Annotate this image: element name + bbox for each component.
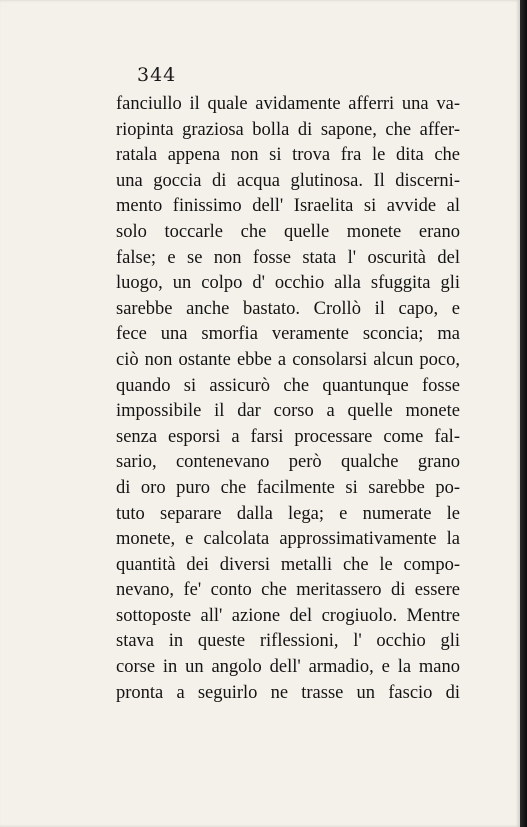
- body-text: [116, 92, 460, 706]
- page-edge: [520, 0, 527, 827]
- text-line: tuto separare dalla lega; e numerate le: [116, 503, 460, 524]
- text-line: fanciullo il quale avidamente afferri una va-: [116, 94, 460, 114]
- text-line: corse in un angolo dell' armadio, e la mano: [116, 657, 460, 678]
- text-line: senza esporsi a farsi processare come fal-: [116, 426, 460, 447]
- text-line: mento finissimo dell' Israelita si avvide al: [116, 196, 460, 217]
- text-line: false; e se non fosse stata l' oscurità del: [116, 247, 460, 268]
- text-line: ratala appena non si trova fra le dita che: [116, 145, 460, 166]
- text-line: fece una smorfia veramente sconcia; ma: [116, 324, 460, 345]
- page-number: 344: [137, 64, 177, 86]
- text-line: di oro puro che facilmente si sarebbe po-: [116, 477, 460, 498]
- text-line: nevano, fe' conto che meritassero di essere: [116, 580, 460, 601]
- text-line: luogo, un colpo d' occhio alla sfuggita gli: [116, 273, 460, 294]
- text-line: quando si assicurò che quantunque fosse: [116, 375, 460, 396]
- text-line: monete, e calcolata approssimativamente la: [116, 529, 460, 550]
- text-line: sottoposte all' azione del crogiuolo. Mentre: [116, 605, 460, 626]
- text-line: ciò non ostante ebbe a consolarsi alcun poco,: [116, 349, 460, 370]
- text-line: stava in queste riflessioni, l' occhio gli: [116, 631, 460, 652]
- text-line: una goccia di acqua glutinosa. Il discerni-: [116, 170, 460, 191]
- text-line: sarebbe anche bastato. Crollò il capo, e: [116, 298, 460, 319]
- text-line: pronta a seguirlo ne trasse un fascio di: [116, 682, 460, 703]
- text-line: quantità dei diversi metalli che le compo-: [116, 554, 460, 575]
- text-line: impossibile il dar corso a quelle monete: [116, 401, 460, 422]
- text-line: sario, contenevano però qualche grano: [116, 452, 460, 473]
- text-line: riopinta graziosa bolla di sapone, che affer-: [116, 119, 460, 140]
- text-line: solo toccarle che quelle monete erano: [116, 221, 460, 242]
